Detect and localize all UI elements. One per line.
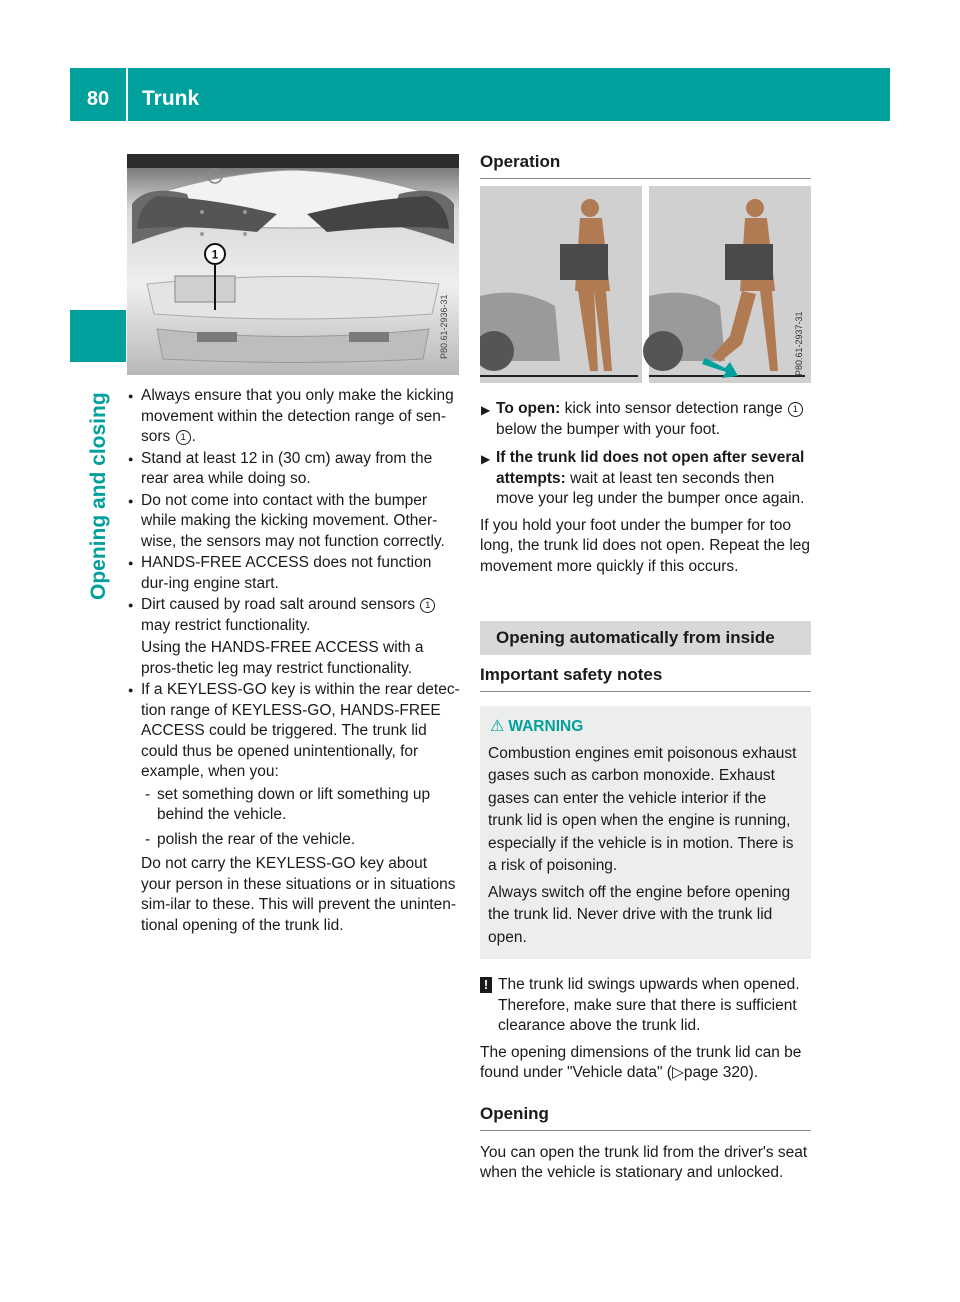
list-item: ● Do not come into contact with the bumper while making the kicking movement. Other-wise, the sensors may not function correctly.	[127, 491, 460, 553]
sub-list-item: - set something down or lift something up behind the vehicle.	[141, 785, 460, 826]
list-item: ● Dirt caused by road salt around sensors 1 may restrict functionality. Using the HANDS-FREE ACCESS with a pros-thetic leg may restrict functionality.	[127, 595, 460, 679]
operation-note: If you hold your foot under the bumper for too long, the trunk lid does not open. Repeat the leg movement more quickly if this occurs.	[480, 516, 811, 575]
warning-text: Always switch off the engine before opening the trunk lid. Never drive with the trunk lid open.	[488, 883, 791, 946]
list-item: ● Stand at least 12 in (30 cm) away from the rear area while doing so.	[127, 449, 460, 490]
instruction-step: ▶ If the trunk lid does not open after several attempts: wait at least ten seconds then move your leg under the bumper once again.	[481, 449, 805, 507]
operation-image-code: P80.61-2937-31	[794, 311, 804, 376]
list-item: ● HANDS-FREE ACCESS does not function dur-ing engine start.	[127, 553, 460, 594]
dimensions-note: The opening dimensions of the trunk lid can be found under "Vehicle data" (▷page 320).	[480, 1043, 802, 1081]
page-header	[70, 68, 890, 121]
warning-triangle-icon: ⚠	[490, 718, 505, 735]
warning-text: Combustion engines emit poisonous exhaust gases such as carbon monoxide. Exhaust gases can enter the vehicle interior if the trunk lid is open when the engine is running, especially if the vehicle is in motion. There is a risk of poisoning.	[488, 744, 797, 874]
opening-text: You can open the trunk lid from the driver's seat when the vehicle is stationary and unlocked.	[480, 1143, 808, 1181]
sub-list-item: - polish the rear of the vehicle.	[141, 830, 460, 851]
exclamation-icon: !	[480, 977, 492, 993]
car-rear-illustration	[127, 154, 459, 375]
chapter-side-label: Opening and closing	[87, 392, 110, 600]
arrow-icon: ▶	[481, 403, 491, 417]
instruction-step: ▶ To open: kick into sensor detection range 1 below the bumper with your foot.	[480, 399, 811, 440]
safety-bullet-list	[127, 386, 460, 936]
section-band-heading: Opening automatically from inside	[480, 621, 811, 655]
arrow-icon: ▶	[481, 452, 491, 466]
page-number: 80	[86, 88, 110, 110]
car-image-code: P80.61-2936-31	[439, 294, 449, 359]
page-title: Trunk	[142, 87, 200, 110]
safety-notes-heading: Important safety notes	[480, 663, 811, 692]
page-ref-arrow-icon: ▷	[671, 1064, 684, 1081]
list-item: ● Always ensure that you only make the kicking movement within the detection range of sen-sors 1 .	[127, 386, 460, 448]
page-reference-link[interactable]: page 320	[683, 1064, 749, 1081]
warning-label: WARNING	[508, 718, 584, 735]
callout-number: 1	[420, 598, 435, 613]
sub-list	[141, 785, 460, 851]
notice-item: ! The trunk lid swings upwards when opened. Therefore, make sure that there is sufficient clearance above the trunk lid.	[480, 975, 811, 1037]
callout-number: 1	[176, 430, 191, 445]
warning-box	[480, 706, 811, 959]
list-item: ● If a KEYLESS-GO key is within the rear detec-tion range of KEYLESS-GO, HANDS-FREE ACCESS could be triggered. The trunk lid could thus be opened unintentionally, for example, when you: - set something down or lift something up behind the vehicle. - polish the rear of the vehicle. Do not carry the KEYLESS-GO key about your person in these situations or in situations sim-ilar to these. This will prevent the uninten-tional opening of the trunk lid.	[127, 680, 460, 936]
chapter-tab-block	[70, 310, 126, 362]
callout-number: 1	[788, 402, 803, 417]
opening-heading: Opening	[480, 1102, 811, 1131]
operation-heading: Operation	[480, 150, 811, 179]
right-column	[480, 150, 811, 1184]
left-column	[127, 386, 460, 937]
svg-text:1: 1	[211, 247, 219, 262]
header-separator	[126, 68, 128, 121]
